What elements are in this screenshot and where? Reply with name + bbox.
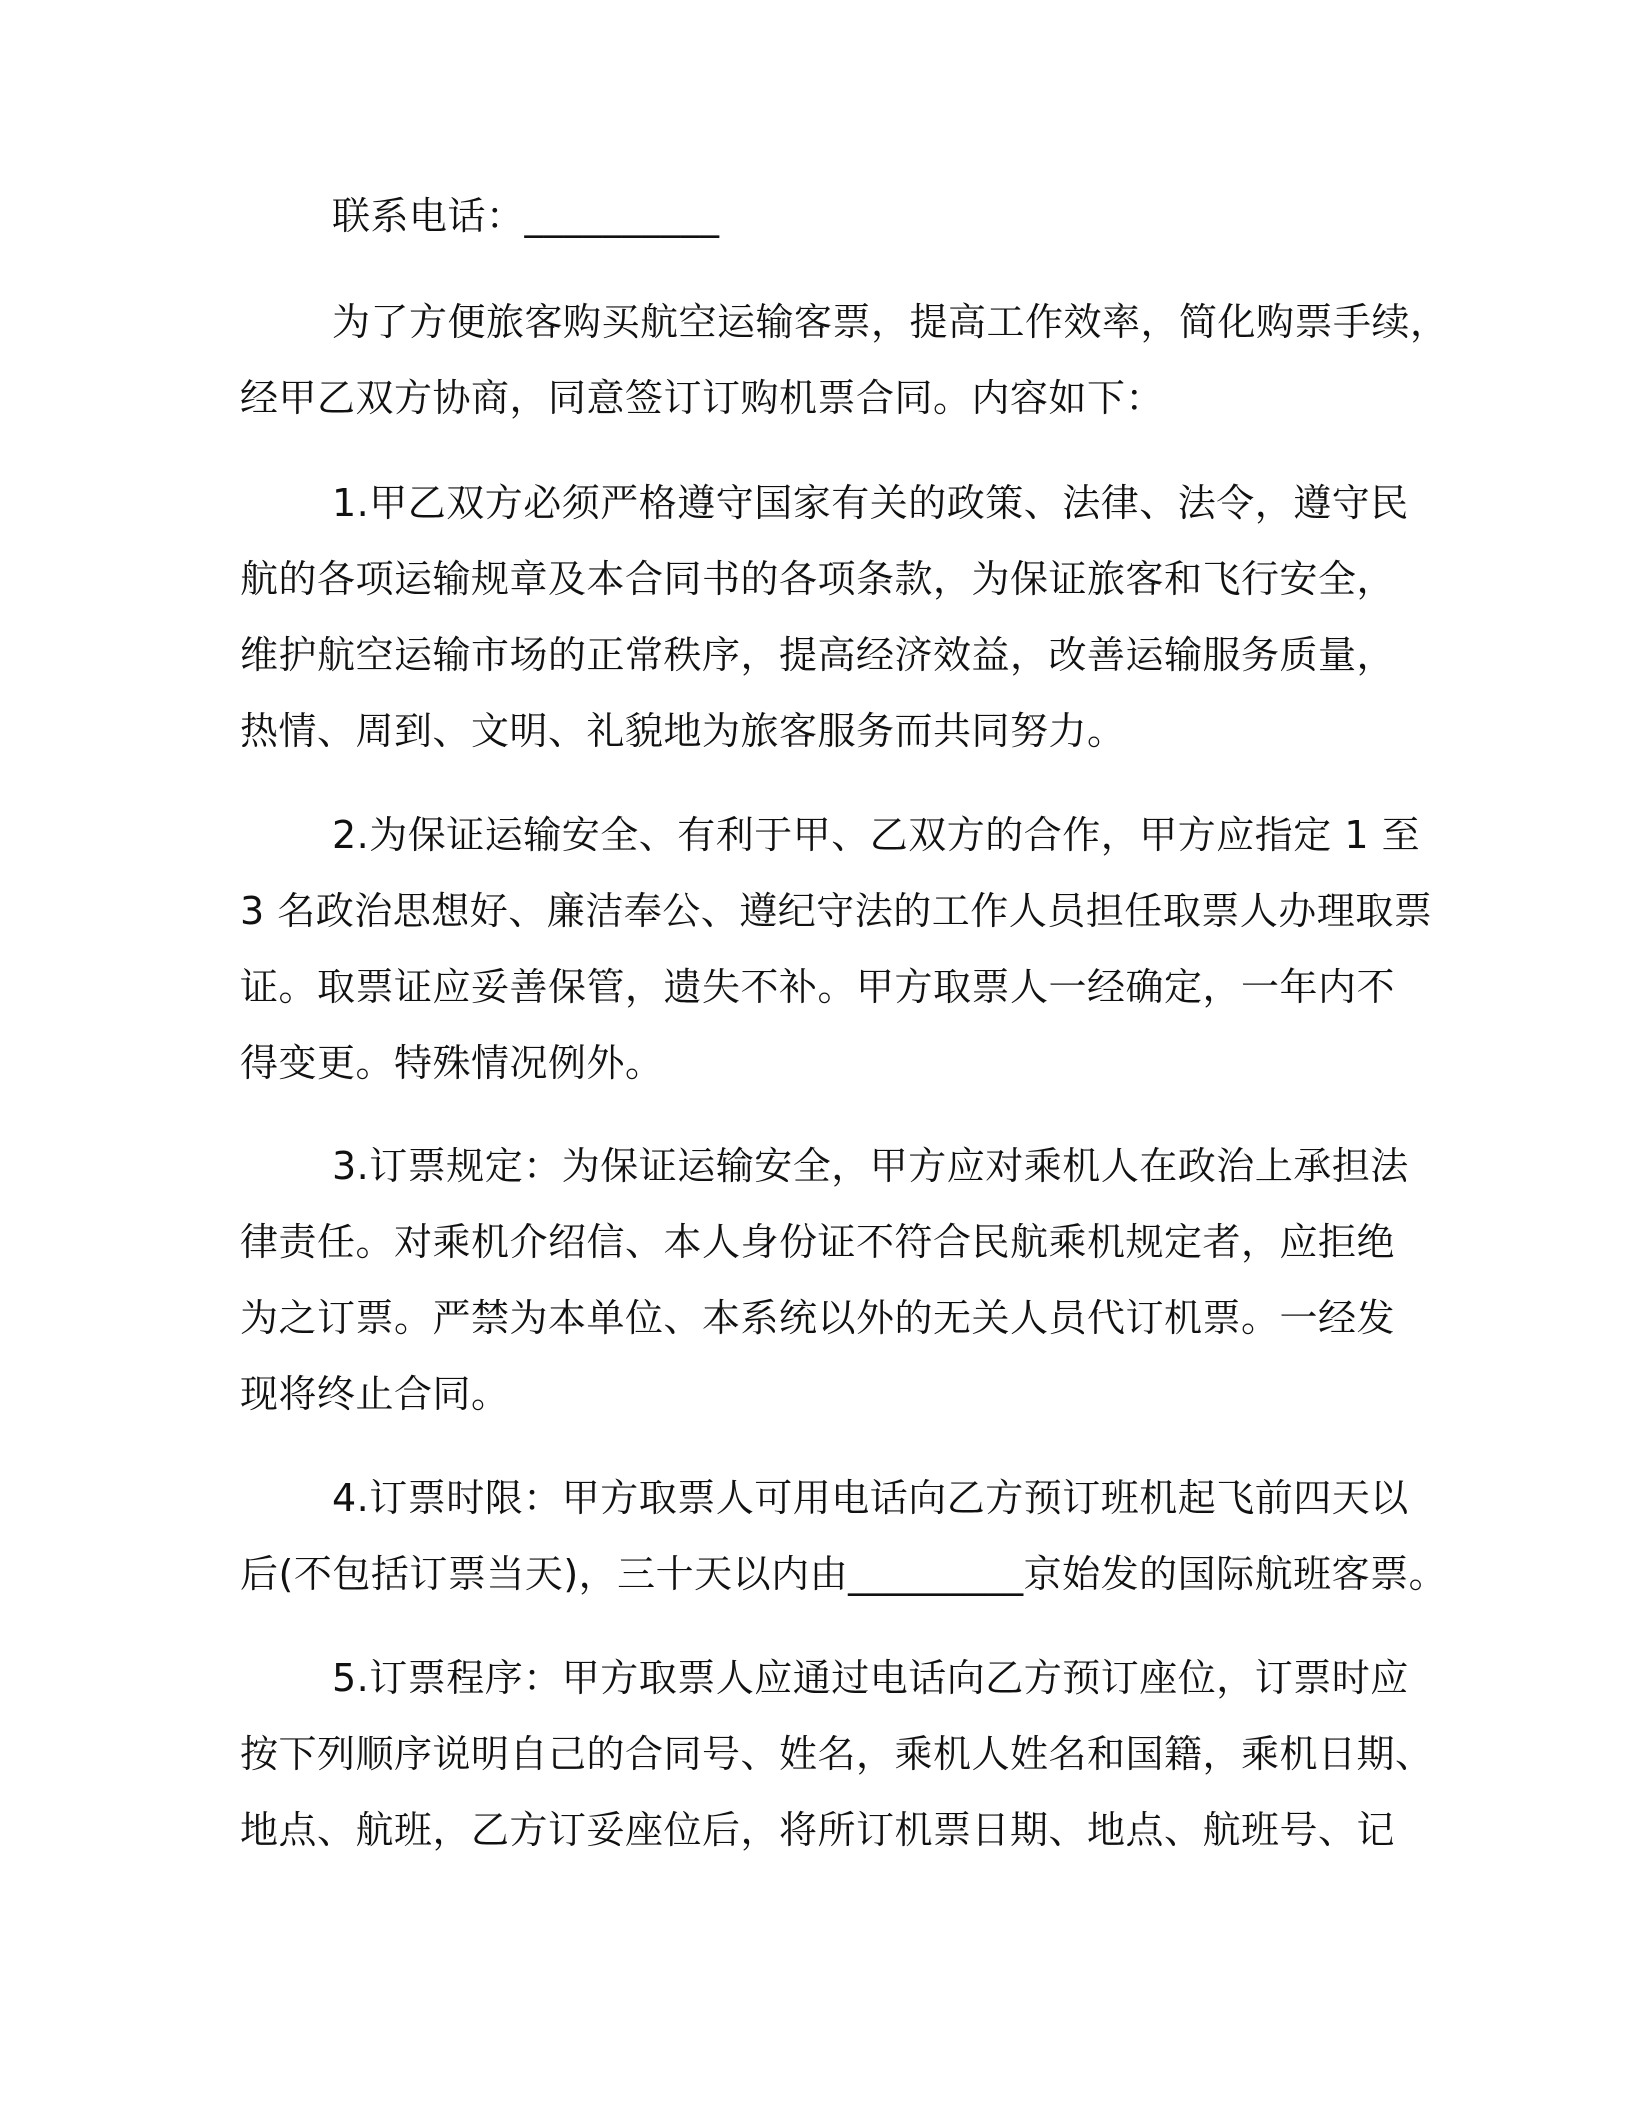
clause-5-line-1: 5.订票程序：甲方取票人应通过电话向乙方预订座位，订票时应 (332, 1656, 1409, 1700)
clause-5-line-3: 地点、航班，乙方订妥座位后，将所订机票日期、地点、航班号、记 (240, 1808, 1396, 1852)
intro-line-1: 为了方便旅客购买航空运输客票，提高工作效率，简化购票手续， (332, 300, 1449, 344)
clause-1-line-4: 热情、周到、文明、礼貌地为旅客服务而共同努力。 (240, 709, 1126, 753)
clause-4-line-2: 后(不包括订票当天)，三十天以内由_________京始发的国际航班客票。 (240, 1552, 1448, 1596)
intro-line-2: 经甲乙双方协商，同意签订订购机票合同。内容如下： (240, 376, 1165, 420)
clause-1-line-1: 1.甲乙双方必须严格遵守国家有关的政策、法律、法令，遵守民 (332, 481, 1409, 525)
clause-2-line-1: 2.为保证运输安全、有利于甲、乙双方的合作，甲方应指定 1 至 (332, 813, 1421, 857)
contact-phone-line: 联系电话：__________ (332, 194, 720, 238)
clause-3-line-2: 律责任。对乘机介绍信、本人身份证不符合民航乘机规定者，应拒绝 (240, 1220, 1396, 1264)
clause-3-line-3: 为之订票。严禁为本单位、本系统以外的无关人员代订机票。一经发 (240, 1296, 1396, 1340)
clause-4-line-1: 4.订票时限：甲方取票人可用电话向乙方预订班机起飞前四天以 (332, 1476, 1409, 1520)
clause-5-line-2: 按下列顺序说明自己的合同号、姓名，乘机人姓名和国籍，乘机日期、 (240, 1732, 1434, 1776)
clause-1-line-2: 航的各项运输规章及本合同书的各项条款，为保证旅客和飞行安全， (240, 557, 1396, 601)
clause-2-line-3: 证。取票证应妥善保管，遗失不补。甲方取票人一经确定，一年内不 (240, 965, 1396, 1009)
clause-2-line-2: 3 名政治思想好、廉洁奉公、遵纪守法的工作人员担任取票人办理取票 (240, 889, 1433, 933)
clause-1-line-3: 维护航空运输市场的正常秩序，提高经济效益，改善运输服务质量， (240, 633, 1396, 677)
clause-3-line-1: 3.订票规定：为保证运输安全，甲方应对乘机人在政治上承担法 (332, 1144, 1409, 1188)
clause-3-line-4: 现将终止合同。 (240, 1372, 510, 1416)
clause-2-line-4: 得变更。特殊情况例外。 (240, 1041, 664, 1085)
